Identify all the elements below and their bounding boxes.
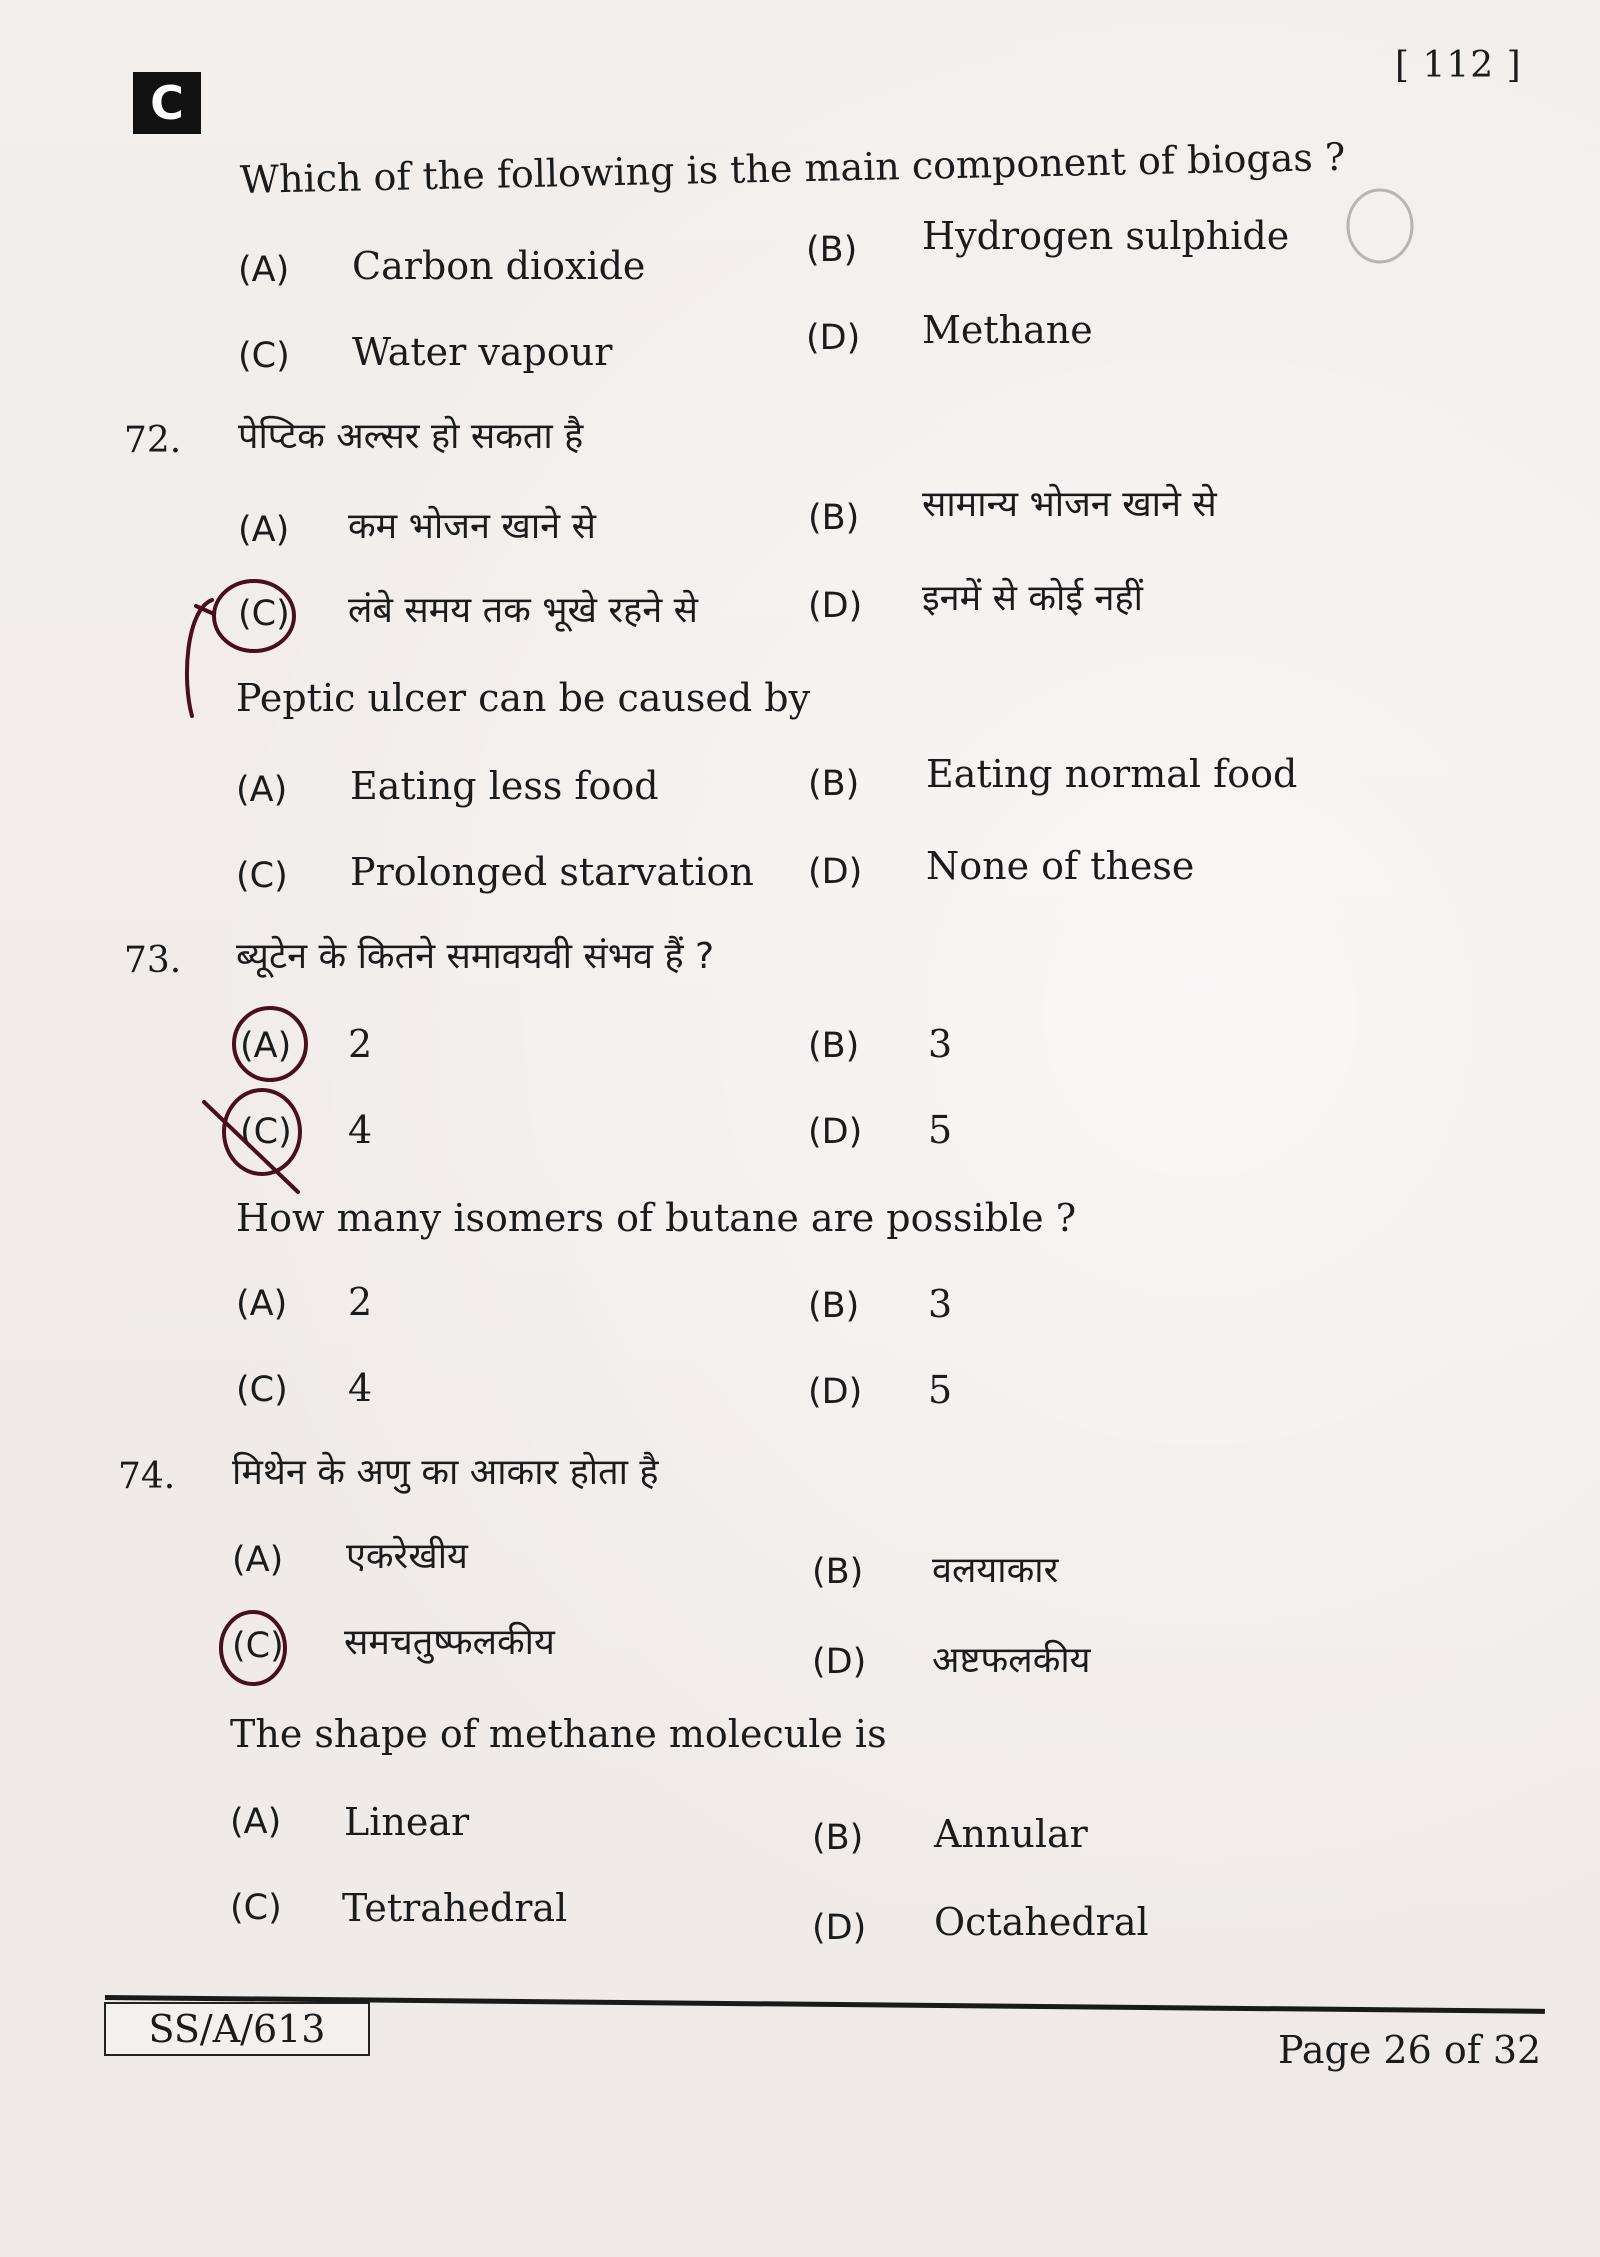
q74-en-a-text: Linear [344, 1800, 470, 1844]
q72-hi-d-text: इनमें से कोई नहीं [922, 578, 1143, 619]
q71-d-label: (D) [806, 318, 861, 358]
q72-en-a-label: (A) [236, 770, 288, 810]
q71-d-text: Methane [922, 308, 1093, 352]
answer-tick-q72 [187, 600, 214, 716]
q74-hi-c-label: (C) [232, 1626, 284, 1666]
q74-en-a-label: (A) [230, 1802, 282, 1842]
q71-a-text: Carbon dioxide [352, 244, 646, 288]
q73-english-text: How many isomers of butane are possible ? [236, 1196, 1077, 1240]
q72-hindi-text: पेप्टिक अल्सर हो सकता है [238, 416, 584, 457]
exam-code: SS/A/613 [104, 2002, 370, 2056]
q72-hi-c-text: लंबे समय तक भूखे रहने से [348, 590, 699, 631]
q74-english-text: The shape of methane molecule is [230, 1712, 887, 1756]
answer-circle-q74 [221, 1612, 285, 1684]
page-number: Page 26 of 32 [1278, 2028, 1542, 2072]
q74-hi-b-text: वलयाकार [932, 1550, 1059, 1591]
q72-hi-a-label: (A) [238, 510, 290, 550]
answer-circle-q73-a [234, 1008, 306, 1080]
q72-en-b-text: Eating normal food [926, 752, 1298, 796]
q74-hi-a-label: (A) [232, 1540, 284, 1580]
q73-hi-c-text: 4 [348, 1108, 373, 1152]
q71-c-label: (C) [238, 336, 290, 376]
q74-en-b-text: Annular [934, 1812, 1088, 1856]
q73-hi-a-label: (A) [240, 1026, 292, 1066]
q74-number: 74. [118, 1456, 176, 1497]
q72-hi-b-text: सामान्य भोजन खाने से [922, 484, 1217, 525]
q73-hi-a-text: 2 [348, 1022, 373, 1066]
q74-en-b-label: (B) [812, 1818, 864, 1858]
q73-en-c-text: 4 [348, 1366, 373, 1410]
q74-en-d-label: (D) [812, 1908, 867, 1948]
q72-en-c-text: Prolonged starvation [350, 850, 754, 894]
cross-mark-q73 [204, 1102, 298, 1192]
q74-en-c-text: Tetrahedral [342, 1886, 568, 1930]
q72-hi-a-text: कम भोजन खाने से [348, 506, 596, 547]
q73-hindi-text: ब्यूटेन के कितने समावयवी संभव हैं ? [236, 936, 715, 977]
q73-en-b-label: (B) [808, 1286, 860, 1326]
q73-en-c-label: (C) [236, 1370, 288, 1410]
q73-number: 73. [124, 940, 182, 981]
page-code: [ 112 ] [1395, 45, 1522, 86]
q73-hi-b-text: 3 [928, 1022, 953, 1066]
q71-text: Which of the following is the main component of biogas ? [239, 134, 1346, 202]
q72-en-c-label: (C) [236, 856, 288, 896]
q74-hi-d-label: (D) [812, 1642, 867, 1682]
q74-hindi-text: मिथेन के अणु का आकार होता है [232, 1452, 659, 1493]
q72-en-b-label: (B) [808, 764, 860, 804]
q73-en-d-text: 5 [928, 1368, 953, 1412]
q73-hi-d-label: (D) [808, 1112, 863, 1152]
set-badge: C [133, 72, 201, 134]
q74-hi-c-text: समचतुष्फलकीय [344, 1622, 555, 1663]
q72-hi-c-label: (C) [238, 594, 290, 634]
q71-a-label: (A) [238, 250, 290, 290]
q74-en-d-text: Octahedral [934, 1900, 1149, 1944]
q71-b-text: Hydrogen sulphide [922, 214, 1290, 258]
q72-english-text: Peptic ulcer can be caused by [236, 676, 811, 720]
q73-en-b-text: 3 [928, 1282, 953, 1326]
q72-hi-d-label: (D) [808, 586, 863, 626]
q71-c-text: Water vapour [352, 330, 613, 374]
q73-en-d-label: (D) [808, 1372, 863, 1412]
q74-en-c-label: (C) [230, 1888, 282, 1928]
q72-number: 72. [124, 420, 182, 461]
q73-hi-b-label: (B) [808, 1026, 860, 1066]
q72-en-d-label: (D) [808, 852, 863, 892]
q72-en-a-text: Eating less food [350, 764, 659, 808]
q71-b-label: (B) [806, 230, 858, 270]
q73-en-a-label: (A) [236, 1284, 288, 1324]
q73-hi-d-text: 5 [928, 1108, 953, 1152]
q74-hi-b-label: (B) [812, 1552, 864, 1592]
margin-circle [1348, 190, 1412, 262]
q72-hi-b-label: (B) [808, 498, 860, 538]
q74-hi-a-text: एकरेखीय [346, 1536, 468, 1577]
q73-en-a-text: 2 [348, 1280, 373, 1324]
q74-hi-d-text: अष्टफलकीय [932, 1640, 1091, 1681]
q72-en-d-text: None of these [926, 844, 1195, 888]
q73-hi-c-label: (C) [240, 1112, 292, 1152]
answer-circle-q72 [214, 581, 294, 651]
